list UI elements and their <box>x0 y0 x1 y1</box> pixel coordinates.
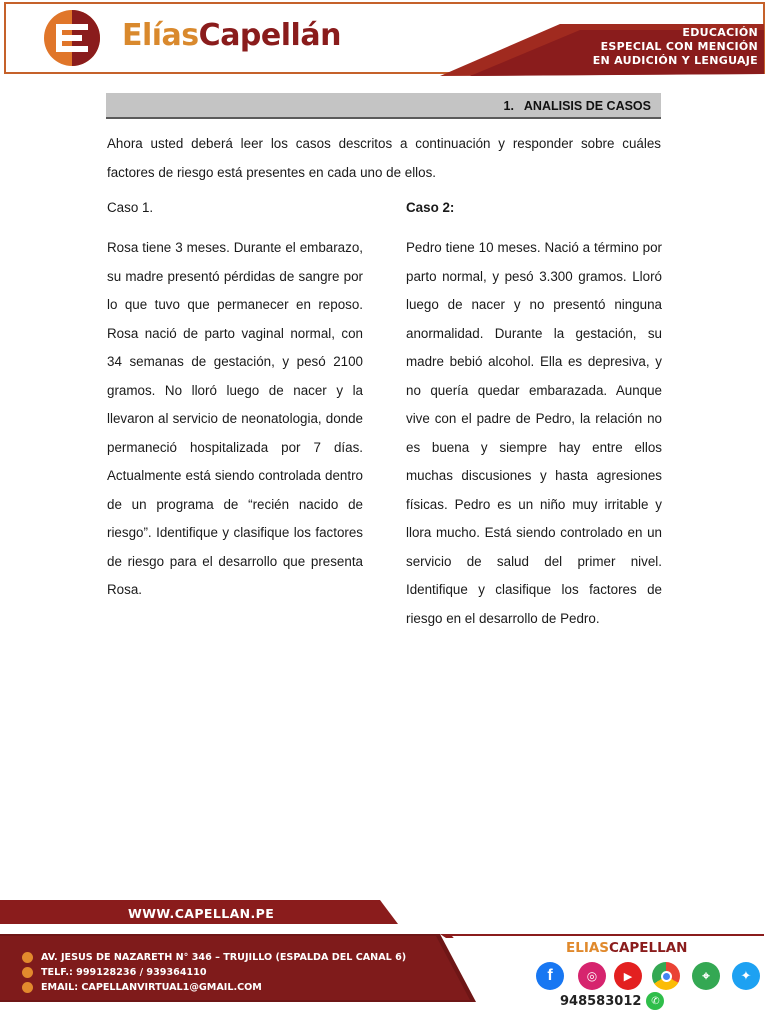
section-title: 1. ANALISIS DE CASOS <box>503 99 651 113</box>
phone-text: TELF.: 999128236 / 939364110 <box>41 967 207 978</box>
whatsapp-icon: ✆ <box>646 992 664 1010</box>
phone-icon <box>22 967 33 978</box>
email-line <box>22 982 262 993</box>
program-line-2: ESPECIAL CON MENCIÓN <box>600 40 758 53</box>
maps-icon[interactable]: ⌖ <box>692 962 720 990</box>
website-link[interactable]: WWW.CAPELLAN.PE <box>128 906 275 921</box>
program-line-1: EDUCACIÓN <box>682 26 758 39</box>
case-1-body: Rosa tiene 3 meses. Durante el embarazo, su madre presentó pérdidas de sangre por lo que tuvo que permanecer en reposo. Rosa nació de parto vaginal normal, con 34 semanas de gestación, y pesó 2100 gramos. No lloró luego de nacer y la llevaron al servicio de neonatologia, donde permaneció hospitalizada por 7 días. Actualmente está siendo controlada dentro de un programa de “recién nacido de riesgo”. Identifique y clasifique los factores de riesgo para el desarrollo que presenta Rosa. <box>107 240 363 597</box>
email-text[interactable]: EMAIL: CAPELLANVIRTUAL1@GMAIL.COM <box>41 982 262 993</box>
brand-name <box>122 18 341 53</box>
case-2-body: Pedro tiene 10 meses. Nació a término por parto normal, y pesó 3.300 gramos. Lloró luego de nacer y no presentó ninguna anormalidad. Durante la gestación, su madre bebió alcohol. Ella es depresiva, y no quería quedar embarazada. Aunque vive con el padre de Pedro, la relación no es buena y siempre hay entre ellos muchas discusiones y hasta agresiones físicas. Pedro es un niño muy irritable y llora mucho. Está siendo controlado en un servicio de salud del primer nivel. Identifique y clasifique los factores de riesgo en el desarrollo de Pedro. <box>406 240 662 626</box>
instagram-icon[interactable]: ◎ <box>578 962 606 990</box>
brand-first: Elías <box>122 18 199 53</box>
footer-brand-last: CAPELLAN <box>609 940 688 956</box>
address-text: AV. JESUS DE NAZARETH N° 346 – TRUJILLO (ESPALDA DEL CANAL 6) <box>41 952 407 963</box>
brand-last: Capellán <box>198 18 341 53</box>
whatsapp-number: 948583012 <box>560 993 642 1009</box>
section-heading-bar <box>106 93 661 119</box>
location-icon <box>22 952 33 963</box>
case-2-title: Caso 2: <box>406 200 455 215</box>
page-footer <box>0 898 768 1024</box>
youtube-icon[interactable]: ▶ <box>614 962 642 990</box>
phone-line <box>22 967 207 978</box>
chrome-icon[interactable] <box>652 962 680 990</box>
address-line <box>22 952 406 963</box>
whatsapp-contact[interactable] <box>560 992 664 1010</box>
case-1-title: Caso 1. <box>107 200 154 215</box>
intro-paragraph: Ahora usted deberá leer los casos descritos a continuación y responder sobre cuáles factores de riesgo está presentes en cada uno de ellos. <box>107 136 661 180</box>
twitter-icon[interactable]: ✦ <box>732 962 760 990</box>
program-line-3: EN AUDICIÓN Y LENGUAJE <box>592 54 758 67</box>
program-title <box>593 26 758 68</box>
footer-brand-first: ELIAS <box>566 940 610 956</box>
logo-icon <box>26 8 118 68</box>
page-header <box>0 0 768 76</box>
facebook-icon[interactable]: f <box>536 962 564 990</box>
email-icon <box>22 982 33 993</box>
footer-brand <box>566 940 687 956</box>
